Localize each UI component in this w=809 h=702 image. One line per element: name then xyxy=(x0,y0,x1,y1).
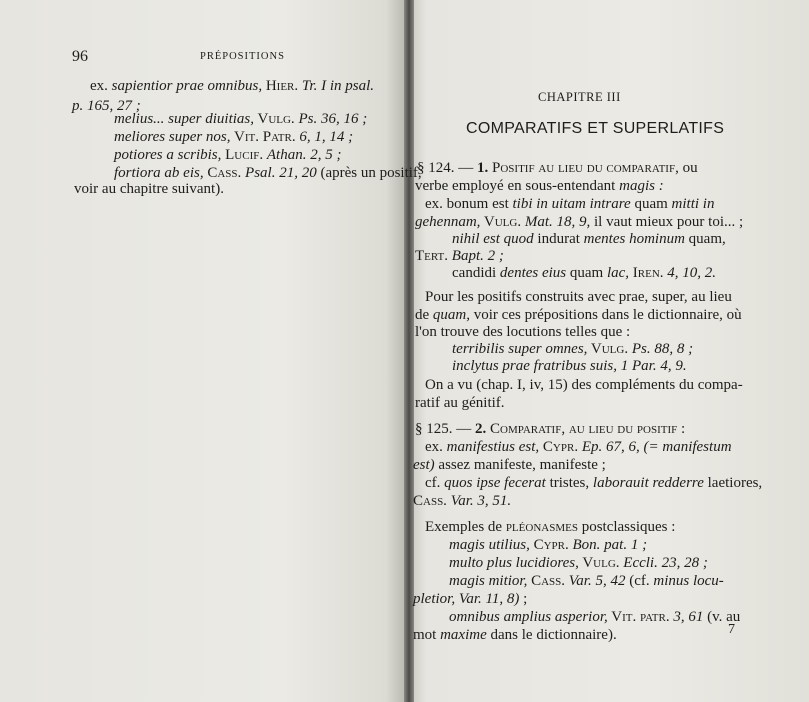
left-line-5: potiores a scribis, Lucif. Athan. 2, 5 ; xyxy=(114,147,342,163)
chapter-label: CHAPITRE III xyxy=(538,90,621,104)
right-line-10: l'on trouve des locutions telles que : xyxy=(415,324,631,340)
right-line-17: est) assez manifeste, manifeste ; xyxy=(413,457,606,473)
running-head: PRÉPOSITIONS xyxy=(200,51,285,62)
left-line-7: voir au chapitre suivant). xyxy=(74,181,224,197)
right-line-18: cf. quos ipse fecerat tristes, laborauit redderre laetiores, xyxy=(425,475,763,491)
right-line-1: § 124. — 1. Positif au lieu du comparatif, ou xyxy=(417,160,698,176)
right-line-20: Exemples de pléonasmes postclassiques : xyxy=(425,519,676,535)
left-page-number: 96 xyxy=(72,48,88,65)
right-line-7: candidi dentes eius quam lac, Iren. 4, 10, 2. xyxy=(452,265,717,281)
left-line-4: meliores super nos, Vit. Patr. 6, 1, 14 ; xyxy=(114,129,354,145)
right-page-number: 7 xyxy=(728,622,735,637)
right-line-16: ex. manifestius est, Cypr. Ep. 67, 6, (= manifestum xyxy=(425,439,732,455)
right-line-22: multo plus lucidiores, Vulg. Eccli. 23, 28 ; xyxy=(449,555,708,571)
right-line-23: magis mitior, Cass. Var. 5, 42 (cf. minus locu- xyxy=(449,573,724,589)
right-line-13: On a vu (chap. I, iv, 15) des compléments du compa- xyxy=(425,377,743,393)
right-line-5: nihil est quod indurat mentes hominum quam, xyxy=(452,231,726,247)
right-line-11: terribilis super omnes, Vulg. Ps. 88, 8 ; xyxy=(452,341,694,357)
right-line-8: Pour les positifs construits avec prae, super, au lieu xyxy=(425,289,732,305)
right-line-19: Cass. Var. 3, 51. xyxy=(413,493,512,509)
right-line-2: verbe employé en sous-entendant magis : xyxy=(415,178,664,194)
right-line-26: mot maxime dans le dictionnaire). xyxy=(413,627,617,643)
right-line-4: gehennam, Vulg. Mat. 18, 9, il vaut mieux pour toi... ; xyxy=(415,214,744,230)
left-line-6: fortiora ab eis, Cass. Psal. 21, 20 (après un positif, xyxy=(114,165,422,181)
left-line-3: melius... super diuitias, Vulg. Ps. 36, 16 ; xyxy=(114,111,368,127)
right-line-9: de quam, voir ces prépositions dans le dictionnaire, où xyxy=(415,307,742,323)
chapter-title: COMPARATIFS ET SUPERLATIFS xyxy=(466,120,725,137)
right-line-14: ratif au génitif. xyxy=(415,395,505,411)
right-line-3: ex. bonum est tibi in uitam intrare quam mitti in xyxy=(425,196,715,212)
right-line-6: Tert. Bapt. 2 ; xyxy=(415,248,504,264)
left-line-2: p. 165, 27 ; xyxy=(72,98,141,114)
right-line-15: § 125. — 2. Comparatif, au lieu du positif : xyxy=(415,421,686,437)
right-line-25: omnibus amplius asperior, Vit. patr. 3, 61 (v. au xyxy=(449,609,741,625)
right-line-21: magis utilius, Cypr. Bon. pat. 1 ; xyxy=(449,537,648,553)
left-line-1: ex. sapientior prae omnibus, Hier. Tr. I in psal. xyxy=(90,78,375,94)
right-line-24: pletior, Var. 11, 8) ; xyxy=(413,591,528,607)
right-line-12: inclytus prae fratribus suis, 1 Par. 4, 9. xyxy=(452,358,687,374)
